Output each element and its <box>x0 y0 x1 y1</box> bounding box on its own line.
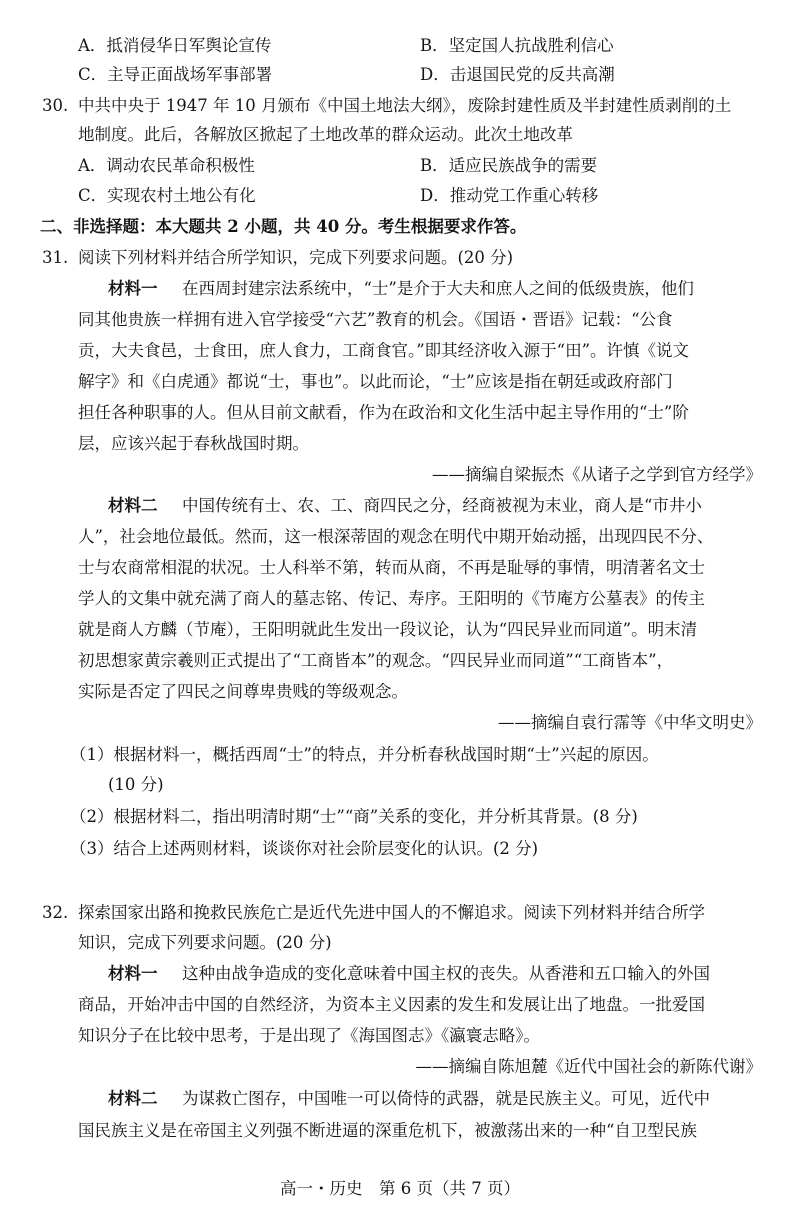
q31-subquestion-2: （2）根据材料二，指出明清时期“士”“商”关系的变化，并分析其背景。(8 分) <box>70 807 638 826</box>
q31-material2-source: ——摘编自袁行霈等《中华文明史》 <box>498 713 762 732</box>
q31-material2-line: 人”，社会地位最低。然而，这一根深蒂固的观念在明代中期开始动摇，出现四民不分、 <box>78 527 714 546</box>
q32-material2-label: 材料二 <box>108 1089 158 1108</box>
q31-material2-line: 实际是否定了四民之间尊卑贵贱的等级观念。 <box>78 682 408 701</box>
q32-material1-source: ——摘编自陈旭麓《近代中国社会的新陈代谢》 <box>415 1057 762 1076</box>
q31-material1-line: 解字》和《白虎通》都说“士，事也”。以此而论，“士”应该是指在朝廷或政府部门 <box>78 372 673 391</box>
q32-stem-line1: 探索国家出路和挽救民族危亡是近代先进中国人的不懈追求。阅读下列材料并结合所学 <box>78 903 705 922</box>
q30-stem-line2: 地制度。此后，各解放区掀起了土地改革的群众运动。此次土地改革 <box>78 125 573 144</box>
q31-number: 31. <box>42 248 69 267</box>
q30-option-d: D．推动党工作重心转移 <box>420 186 599 205</box>
q31-material1-label: 材料一 <box>108 279 158 298</box>
q31-material2-label: 材料二 <box>108 496 158 515</box>
q32-material1-label: 材料一 <box>108 964 158 983</box>
q31-material1-line: 担任各种职事的人。但从目前文献看，作为在政治和文化生活中起主导作用的“士”阶 <box>78 403 689 422</box>
page-footer: 高一・历史 第 6 页（共 7 页） <box>280 1179 520 1198</box>
q31-material1-line: 在西周封建宗法系统中，“士”是介于大夫和庶人之间的低级贵族，他们 <box>182 279 694 298</box>
q29-option-b: B．坚定国人抗战胜利信心 <box>420 36 614 55</box>
q31-material2-line: 士与农商常相混的状况。士人科举不第，转而从商，不再是耻辱的事情，明清著名文士 <box>78 558 705 577</box>
q32-stem-line2: 知识，完成下列要求问题。(20 分) <box>78 933 332 952</box>
q32-material2-line: 为谋救亡图存，中国唯一可以倚恃的武器，就是民族主义。可见，近代中 <box>182 1089 710 1108</box>
q31-material1-line: 贡，大夫食邑，士食田，庶人食力，工商食官。”即其经济收入源于“田”。许慎《说文 <box>78 341 690 360</box>
q32-material1-line: 这种由战争造成的变化意味着中国主权的丧失。从香港和五口输入的外国 <box>182 964 710 983</box>
q31-subquestion-1: （1）根据材料一，概括西周“士”的特点，并分析春秋战国时期“士”兴起的原因。 <box>70 745 659 764</box>
q31-material2-line: 中国传统有士、农、工、商四民之分，经商被视为末业，商人是“市井小 <box>182 496 702 515</box>
q30-option-a: A．调动农民革命积极性 <box>78 156 255 175</box>
q31-material2-line: 学人的文集中就充满了商人的墓志铭、传记、寿序。王阳明的《节庵方公墓表》的传主 <box>78 589 705 608</box>
q32-material1-line: 知识分子在比较中思考，于是出现了《海国图志》《瀛寰志略》。 <box>78 1026 540 1045</box>
section2-heading: 二、非选择题：本大题共 2 小题，共 40 分。考生根据要求作答。 <box>40 217 527 236</box>
q32-number: 32. <box>42 903 69 922</box>
q32-material1-line: 商品，开始冲击中国的自然经济，为资本主义因素的发生和发展让出了地盘。一批爱国 <box>78 995 705 1014</box>
q29-option-d: D．击退国民党的反共高潮 <box>420 65 615 84</box>
q32-material2-line: 国民族主义是在帝国主义列强不断进逼的深重危机下，被激荡出来的一种“自卫型民族 <box>78 1121 697 1140</box>
q30-number: 30. <box>42 96 69 115</box>
q30-option-b: B．适应民族战争的需要 <box>420 156 598 175</box>
q31-material1-line: 同其他贵族一样拥有进入官学接受“六艺”教育的机会。《国语・晋语》记载：“公食 <box>78 310 673 329</box>
q31-material2-line: 初思想家黄宗羲则正式提出了“工商皆本”的观念。“四民异业而同道”“工商皆本”， <box>78 651 674 670</box>
q31-material1-line: 层，应该兴起于春秋战国时期。 <box>78 434 309 453</box>
q31-material2-line: 就是商人方麟（节庵），王阳明就此生发出一段议论，认为“四民异业而同道”。明末清 <box>78 620 698 639</box>
q30-option-c: C．实现农村土地公有化 <box>78 186 256 205</box>
q29-option-a: A．抵消侵华日军舆论宣传 <box>78 36 272 55</box>
q31-subquestion-3: （3）结合上述两则材料，谈谈你对社会阶层变化的认识。(2 分) <box>70 839 539 858</box>
q31-material1-source: ——摘编自梁振杰《从诸子之学到官方经学》 <box>432 465 762 484</box>
q30-stem-line1: 中共中央于 1947 年 10 月颁布《中国土地法大纲》，废除封建性质及半封建性质剥削的土 <box>78 96 732 115</box>
q31-subquestion-1-points: (10 分) <box>108 775 164 794</box>
q31-stem: 阅读下列材料并结合所学知识，完成下列要求问题。(20 分) <box>78 248 514 267</box>
q29-option-c: C．主导正面战场军事部署 <box>78 65 273 84</box>
